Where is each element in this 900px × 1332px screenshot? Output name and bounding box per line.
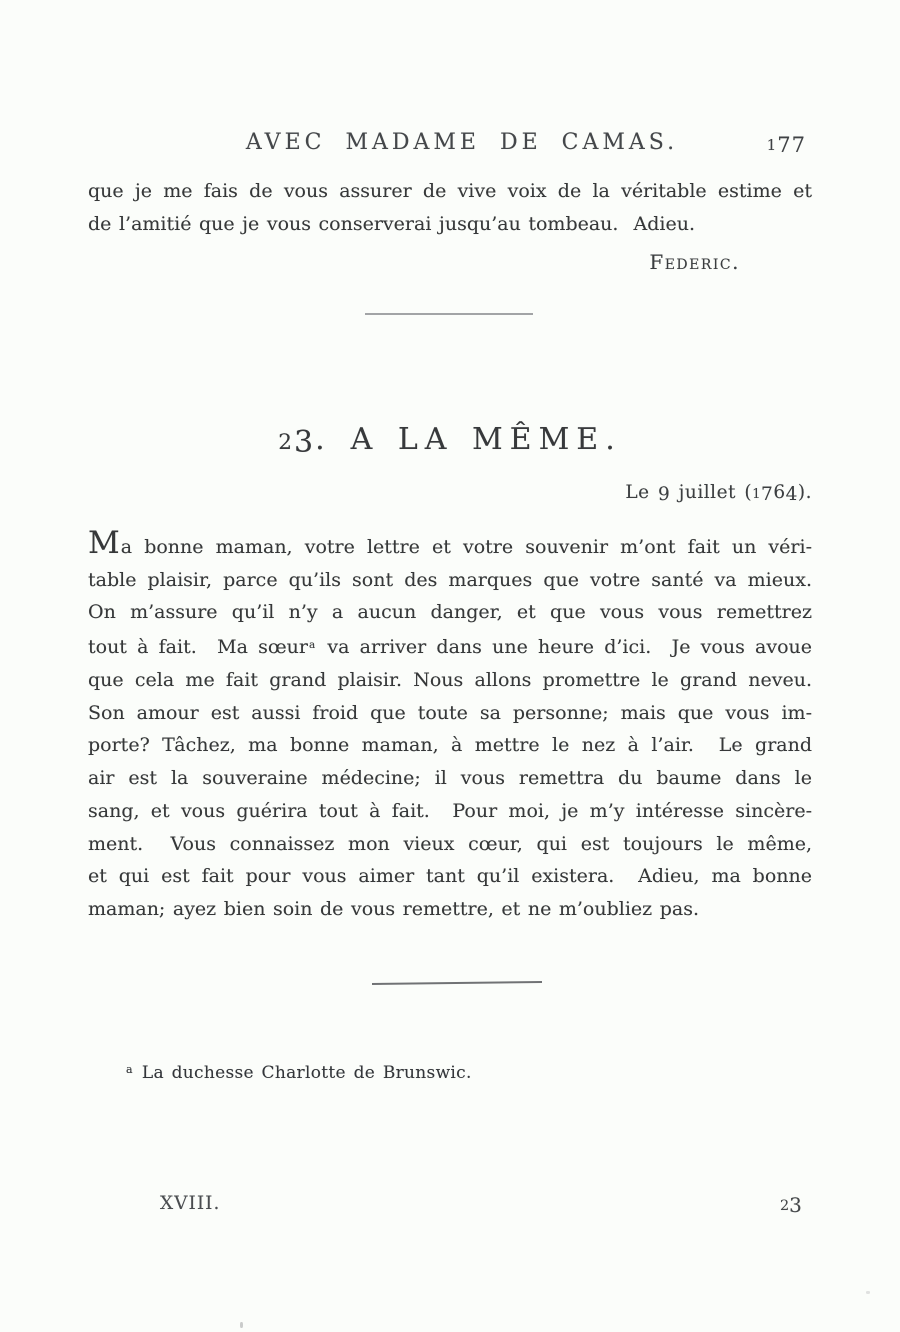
- text-line: porte? Tâchez, ma bonne maman, à mettre le nez à l’air. Le grand: [88, 734, 812, 757]
- letter-heading: [88, 422, 812, 460]
- text-line: et qui est fait pour vous aimer tant qu’il existera. Adieu, ma bonne: [88, 865, 812, 888]
- footnote-marker: a: [126, 1063, 133, 1076]
- footnote-text: La duchesse Charlotte de Brunswic.: [141, 1062, 472, 1083]
- drop-cap-initial: M: [88, 525, 121, 561]
- footer-volume-number: XVIII.: [160, 1193, 221, 1214]
- letter-body-paragraph: [88, 525, 812, 926]
- footer-signature-mark: 23: [780, 1192, 802, 1217]
- letter-dateline: Le 9 juillet (1764).: [625, 481, 812, 505]
- page-number: 177: [766, 132, 806, 157]
- text-line: sang, et vous guérira tout à fait. Pour moi, je m’y intéresse sincère-: [88, 799, 812, 822]
- previous-letter-ending: [88, 175, 812, 241]
- text-line: de l’amitié que je vous conserverai jusqu’au tombeau. Adieu.: [88, 213, 696, 235]
- footnote-ref: a: [308, 639, 316, 652]
- text-line: Ma bonne maman, votre lettre et votre souvenir m’ont fait un véri-: [88, 525, 812, 561]
- section-divider-rule: [365, 313, 533, 315]
- text-line: table plaisir, parce qu’ils sont des marques que votre santé va mieux.: [88, 568, 812, 591]
- scan-speck: [866, 1291, 870, 1294]
- text-line: ment. Vous connaissez mon vieux cœur, qui est toujours le même,: [88, 832, 812, 855]
- text-line: tout à fait. Ma sœur$^a$ va arriver dans une heure d’ici. Je vous avoue: [88, 636, 812, 659]
- end-of-letter-rule: [372, 981, 542, 985]
- text-line: On m’assure qu’il n’y a aucun danger, et que vous vous remettrez: [88, 601, 812, 624]
- scan-speck: [240, 1322, 243, 1328]
- text-line: Son amour est aussi froid que toute sa personne; mais que vous im-: [88, 701, 812, 724]
- running-header-title: AVEC MADAME DE CAMAS.: [245, 130, 679, 155]
- letter-number: 23.: [278, 422, 327, 460]
- text-line: que je me fais de vous assurer de vive voix de la véritable estime et: [88, 180, 812, 202]
- letter-signature: Federic.: [649, 250, 740, 274]
- text-line: air est la souveraine médecine; il vous remettra du baume dans le: [88, 767, 812, 790]
- text-line: que cela me fait grand plaisir. Nous allons promettre le grand neveu.: [88, 669, 812, 692]
- letter-title: A LA MÊME.: [350, 422, 622, 457]
- text-line: maman; ayez bien soin de vous remettre, et ne m’oubliez pas.: [88, 897, 699, 920]
- footnote: [126, 1059, 472, 1084]
